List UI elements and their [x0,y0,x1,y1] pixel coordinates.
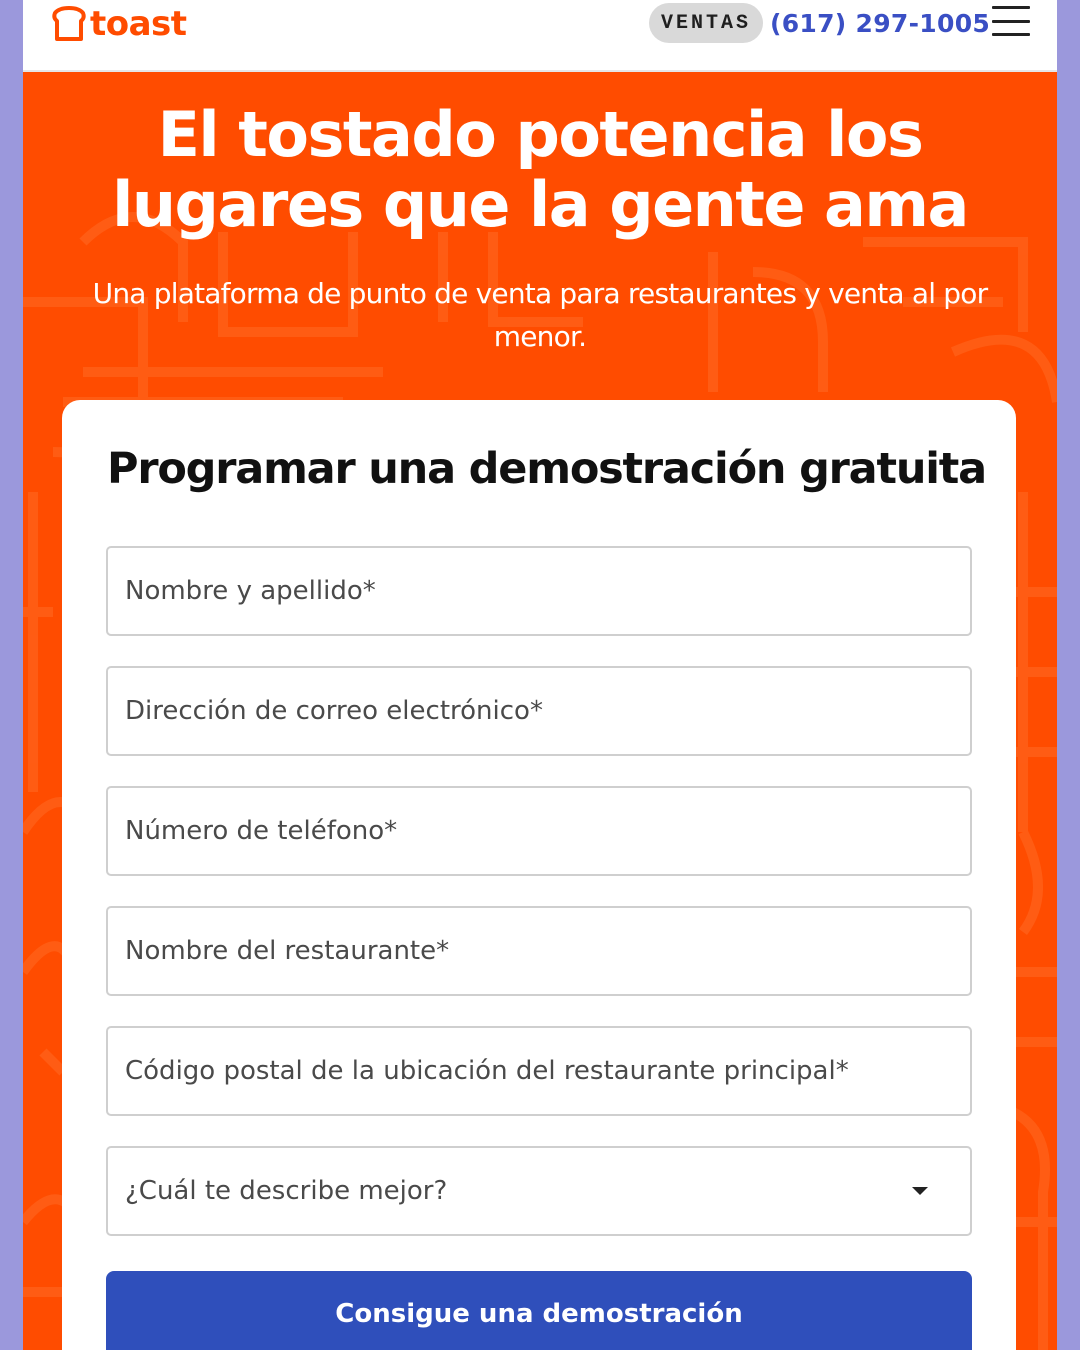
name-field-wrapper [106,546,972,636]
sales-badge[interactable]: VENTAS [649,3,763,43]
phone-field-wrapper [106,786,972,876]
email-input[interactable] [108,668,970,754]
sales-phone-link[interactable]: (617) 297-1005 [770,8,991,38]
demo-form-card [62,400,1016,1350]
chevron-down-icon [912,1187,928,1195]
top-navigation [23,0,1057,72]
toast-logo[interactable] [51,2,187,46]
hero-title: El tostado potencia los lugares que la gente ama [112,98,968,241]
phone-input[interactable] [108,788,970,874]
logo-text: toast [90,4,187,44]
zip-code-input[interactable] [108,1028,970,1114]
full-name-input[interactable] [108,548,970,634]
form-title: Programar una demostración gratuita [107,444,986,494]
hamburger-menu-icon[interactable] [992,6,1030,36]
describe-select-value: ¿Cuál te describe mejor? [125,1176,448,1206]
get-demo-button[interactable]: Consigue una demostración [106,1271,972,1350]
hero-subtitle: Una plataforma de punto de venta para restaurantes y venta al por menor. [92,277,988,353]
toast-bread-icon [51,5,87,43]
restaurant-field-wrapper [106,906,972,996]
zip-field-wrapper [106,1026,972,1116]
page [23,0,1057,1350]
restaurant-name-input[interactable] [108,908,970,994]
describe-select[interactable] [106,1146,972,1236]
email-field-wrapper [106,666,972,756]
